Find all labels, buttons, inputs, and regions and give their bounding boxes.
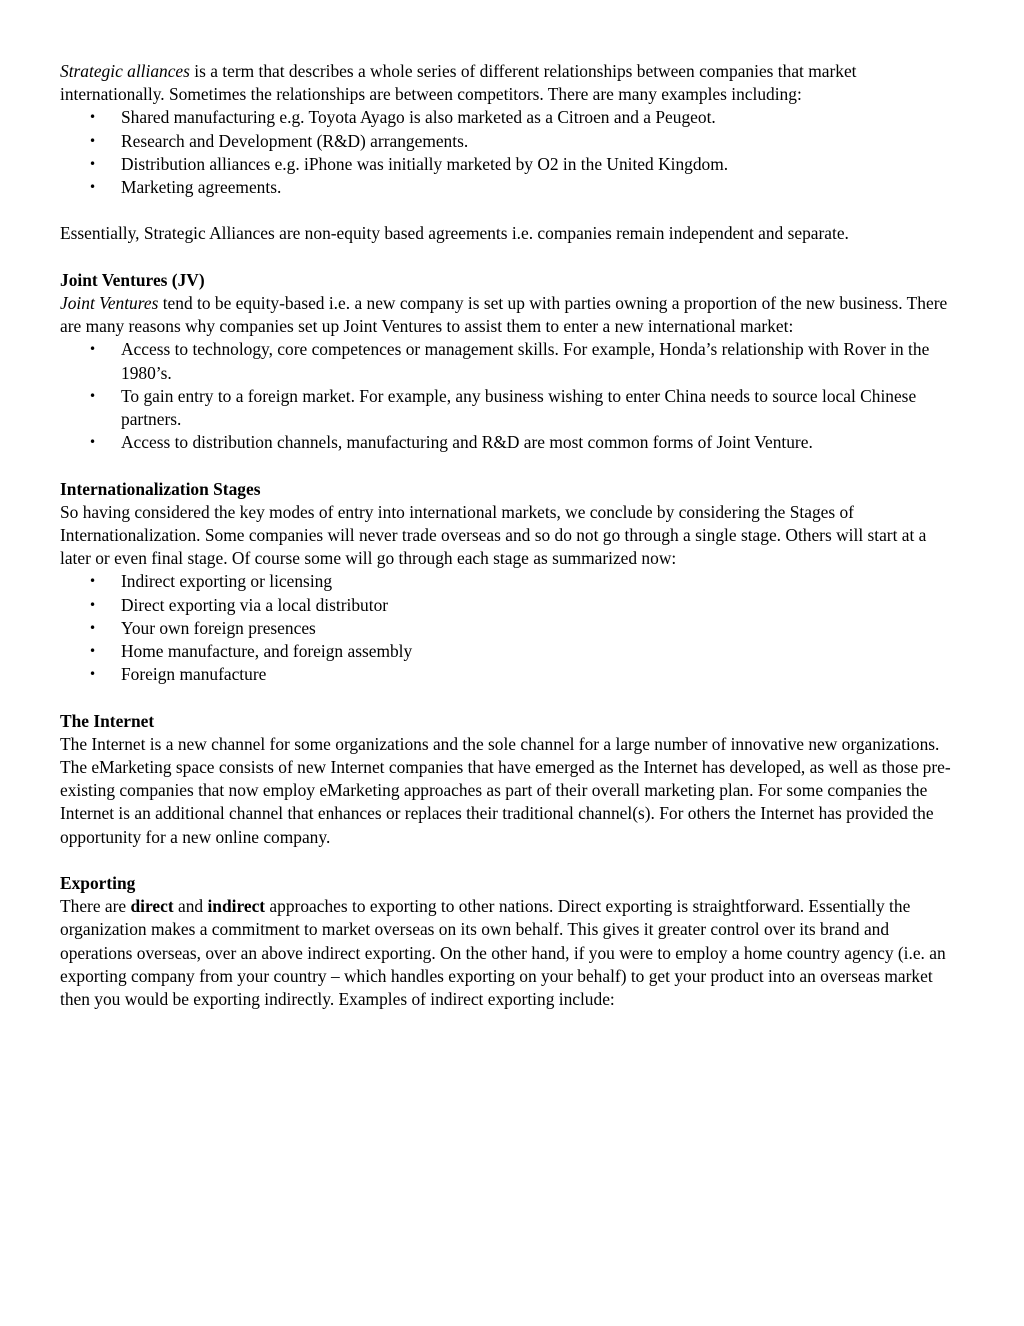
stages-intro: So having considered the key modes of entry into international markets, we conclude by considering the Stages of Internationalization. Some companies will never trade overseas and so do not go through a single stage. Others will start at a later or even final stage. Of course some will go through each stage as summarized now: [60, 501, 927, 569]
list-item: • Access to distribution channels, manufacturing and R&D are most common forms of Joint Venture. [60, 431, 960, 454]
list-item: • Indirect exporting or licensing [60, 570, 960, 593]
alliances-intro-text: is a term that describes a whole series of different relationships between companies that market internationally. Sometimes the relationships are between competitors. There are many examples including: [60, 61, 857, 105]
document-page [60, 60, 960, 1011]
list-item: • Your own foreign presences [60, 617, 960, 640]
exporting-body [60, 895, 960, 1011]
exporting-text-1: There are [60, 896, 131, 917]
list-item: • Foreign manufacture [60, 663, 960, 686]
exporting-heading: Exporting [60, 873, 136, 894]
exporting-text-2: and [173, 896, 208, 917]
stages-heading: Internationalization Stages [60, 478, 261, 499]
list-item: • Marketing agreements. [60, 176, 960, 199]
list-item: • Shared manufacturing e.g. Toyota Ayago is also marketed as a Citroen and a Peugeot. [60, 106, 960, 129]
jv-intro [60, 292, 960, 338]
list-item: • Research and Development (R&D) arrangements. [60, 130, 960, 153]
jv-term: Joint Ventures [60, 293, 159, 313]
list-item: • To gain entry to a foreign market. For example, any business wishing to enter China needs to source local Chinese partners. [60, 385, 960, 431]
direct-term: direct [130, 896, 174, 917]
list-item: • Distribution alliances e.g. iPhone was initially marketed by O2 in the United Kingdom. [60, 153, 960, 176]
alliances-summary: Essentially, Strategic Alliances are non-equity based agreements i.e. companies remain independent and separate. [60, 223, 849, 244]
alliances-term: Strategic alliances [60, 61, 190, 81]
jv-list [60, 338, 960, 454]
alliances-list [60, 106, 960, 199]
jv-heading: Joint Ventures (JV) [60, 269, 205, 290]
jv-intro-text: tend to be equity-based i.e. a new company is set up with parties owning a proportion of the new business. There are many reasons why companies set up Joint Ventures to assist them to enter a new international market: [60, 293, 948, 337]
list-item: • Home manufacture, and foreign assembly [60, 640, 960, 663]
list-item: • Direct exporting via a local distributor [60, 594, 960, 617]
internet-heading: The Internet [60, 710, 155, 731]
alliances-intro [60, 60, 960, 106]
list-item: • Access to technology, core competences or management skills. For example, Honda’s relationship with Rover in the 1980’s. [60, 338, 960, 384]
exporting-text-3: approaches to exporting to other nations. Direct exporting is straightforward. Essentially the organization makes a commitment to market overseas on its own behalf. This gives it greater control over its brand and operations overseas, over an above indirect exporting. On the other hand, if you were to employ a home country agency (i.e. an exporting company from your country – which handles exporting on your behalf) to get your product into an overseas market then you would be exporting indirectly. Examples of indirect exporting include: [60, 896, 946, 1010]
internet-body: The Internet is a new channel for some organizations and the sole channel for a large number of innovative new organizations. The eMarketing space consists of new Internet companies that have emerged as the Internet has developed, as well as those pre-existing companies that now employ eMarketing approaches as part of their overall marketing plan. For some companies the Internet is an additional channel that enhances or replaces their traditional channel(s). For others the Internet has provided the opportunity for a new online company. [60, 733, 951, 847]
indirect-term: indirect [207, 896, 266, 917]
stages-list [60, 570, 960, 686]
